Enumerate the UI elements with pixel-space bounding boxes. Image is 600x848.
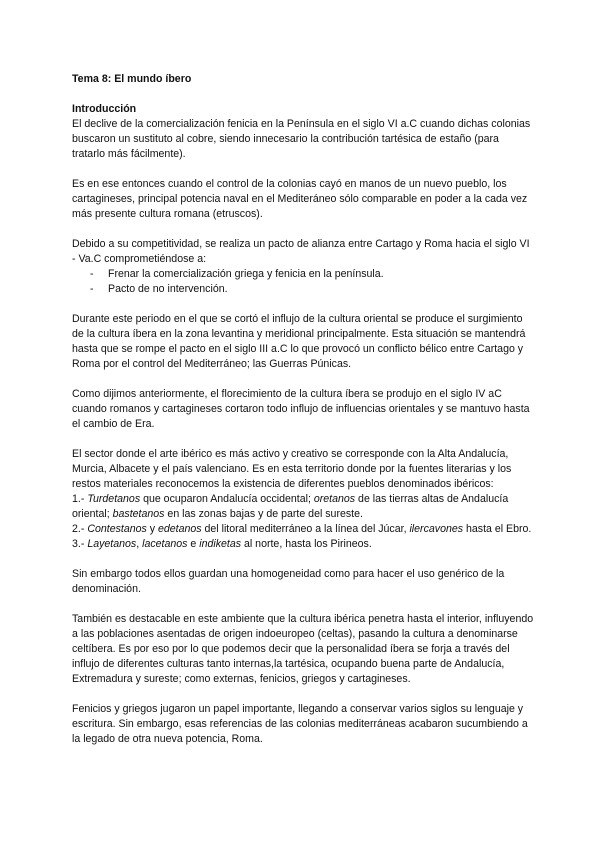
paragraph-4: Durante este periodo en el que se cortó el influjo de la cultura oriental se produce el surgimiento de la cultura íbera en la zona levantina y meridional principalmente. Esta situación se mantendrá hasta que se rompe el pacto en el siglo III a.C lo que provocó un conflicto bélico entre Cartago y Roma por el control del Mediterráneo; las Guerras Púnicas. bbox=[72, 313, 526, 370]
peoples-line-1: 1.- Turdetanos que ocuparon Andalucía occidental; oretanos de las tierras altas de Andalucía oriental; bastetanos en las zonas bajas y de parte del sureste. bbox=[72, 493, 509, 520]
document-page bbox=[72, 72, 534, 762]
list-item: - Pacto de no intervención. bbox=[72, 282, 534, 297]
document-title: Tema 8: El mundo íbero bbox=[72, 73, 192, 85]
paragraph-9: Fenicios y griegos jugaron un papel importante, llegando a conservar varios siglos su lenguaje y escritura. Sin embargo, esas referencias de las colonias mediterráneas acabaron sucumbiendo a la legado de otra nueva potencia, Roma. bbox=[72, 703, 528, 745]
pact-list bbox=[72, 267, 534, 297]
peoples-line-2: 2.- Contestanos y edetanos del litoral mediterráneo a la línea del Júcar, ilercavones hasta el Ebro. bbox=[72, 523, 532, 535]
peoples-list bbox=[72, 492, 534, 552]
paragraph-8: También es destacable en este ambiente que la cultura ibérica penetra hasta el interior, influyendo a las poblaciones asentadas de origen indoeuropeo (celtas), pasando la cultura a denominarse celtíbera. Es por eso por lo que podemos decir que la personalidad íbera se forja a través del influjo de diferentes culturas tanto internas,la tartésica, ocupando buena parte de Andalucía, Extremadura y sureste; como externas, fenicios, griegos y cartagineses. bbox=[72, 613, 534, 685]
paragraph-1: El declive de la comercialización fenicia en la Península en el siglo VI a.C cuando dichas colonias buscaron un sustituto al cobre, siendo innecesario la contribución tartésica de estaño (para tratarlo más fácilmente). bbox=[72, 118, 531, 160]
peoples-line-3: 3.- Layetanos, lacetanos e indiketas al norte, hasta los Pirineos. bbox=[72, 538, 372, 550]
paragraph-5: Como dijimos anteriormente, el florecimiento de la cultura íbera se produjo en el siglo IV aC cuando romanos y cartagineses cortaron todo influjo de influencias orientales y se mantuvo hasta el cambio de Era. bbox=[72, 388, 530, 430]
paragraph-3: Debido a su competitividad, se realiza un pacto de alianza entre Cartago y Roma hacia el siglo VI - Va.C comprometiéndose a: bbox=[72, 238, 530, 265]
paragraph-2: Es en ese entonces cuando el control de la colonias cayó en manos de un nuevo pueblo, los cartagineses, principal potencia naval en el Mediteráneo sólo comparable en poder a la cada vez más presente cultura romana (etruscos). bbox=[72, 178, 528, 220]
section-heading-introduccion: Introducción bbox=[72, 103, 137, 115]
paragraph-7: Sin embargo todos ellos guardan una homogeneidad como para hacer el uso genérico de la denominación. bbox=[72, 568, 505, 595]
list-item: - Frenar la comercialización griega y fenicia en la península. bbox=[72, 267, 534, 282]
paragraph-6: El sector donde el arte ibérico es más activo y creativo se corresponde con la Alta Andalucía, Murcia, Albacete y el país valenciano. Es en esta territorio donde por la fuentes literarias y los restos materiales reconocemos la existencia de diferentes pueblos denominados ibéricos: bbox=[72, 448, 512, 490]
